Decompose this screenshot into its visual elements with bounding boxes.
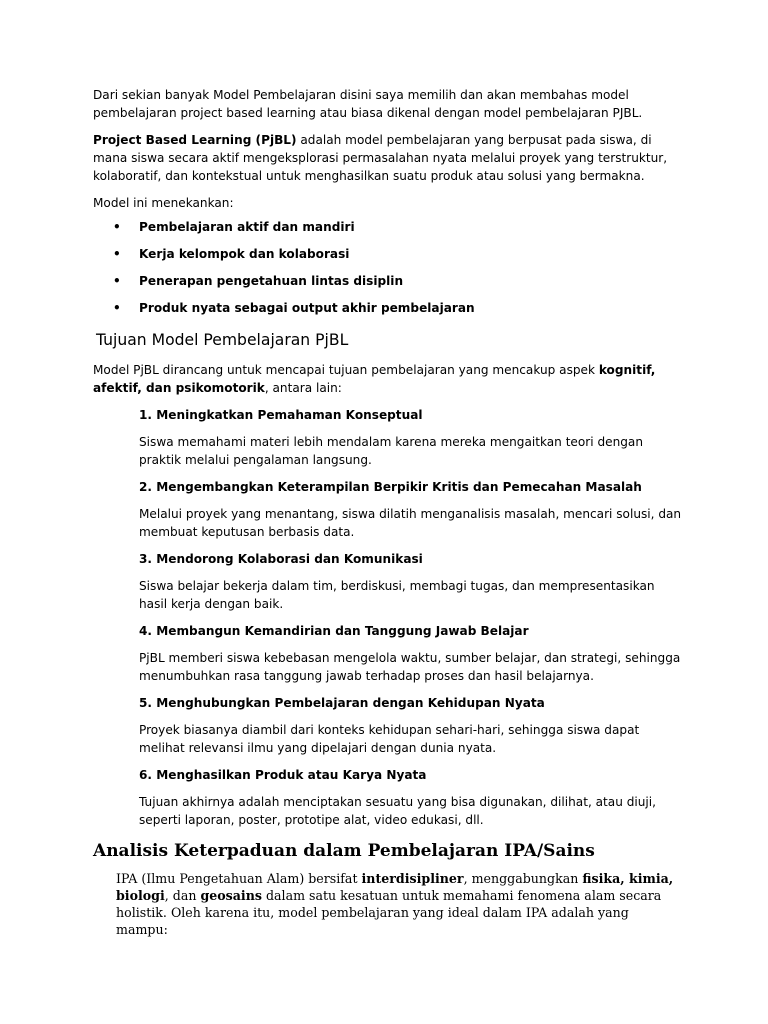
goal-description: Siswa memahami materi lebih mendalam karena mereka mengaitkan teori dengan praktik melalui pengalaman langsung. [139, 435, 643, 467]
goal-title: 1. Meningkatkan Pemahaman Konseptual [139, 408, 423, 422]
goals-list [139, 406, 683, 829]
ipa-paragraph: IPA (Ilmu Pengetahuan Alam) bersifat interdisipliner, menggabungkan fisika, kimia, biologi, dan geosains dalam satu kesatuan untuk memahami fenomena alam secara holistik. Oleh karena itu, model pembelajaran yang ideal dalam IPA adalah yang mampu: [116, 871, 674, 937]
bullet-icon: • [113, 301, 121, 315]
list-item: • Produk nyata sebagai output akhir pembelajaran [113, 301, 475, 315]
goal-description: Tujuan akhirnya adalah menciptakan sesuatu yang bisa digunakan, dilihat, atau diuji, seperti laporan, poster, prototipe alat, video edukasi, dll. [139, 795, 656, 827]
goal-title: 4. Membangun Kemandirian dan Tanggung Jawab Belajar [139, 624, 529, 638]
list-item: • Kerja kelompok dan kolaborasi [113, 247, 350, 261]
tujuan-intro: Model PjBL dirancang untuk mencapai tujuan pembelajaran yang mencakup aspek kognitif, afektif, dan psikomotorik, antara lain: [93, 363, 656, 395]
tujuan-heading: Tujuan Model Pembelajaran PjBL [96, 331, 349, 349]
document-page [93, 86, 683, 938]
analisis-heading: Analisis Keterpaduan dalam Pembelajaran IPA/Sains [93, 841, 595, 861]
bullet-icon: • [113, 274, 121, 288]
pjbl-term: Project Based Learning (PjBL) [93, 133, 297, 147]
goal-description: Proyek biasanya diambil dari konteks kehidupan sehari-hari, sehingga siswa dapat melihat relevansi ilmu yang dipelajari dengan dunia nyata. [139, 723, 640, 755]
list-item: • Pembelajaran aktif dan mandiri [113, 220, 355, 234]
bullet-icon: • [113, 220, 121, 234]
goal-description: Melalui proyek yang menantang, siswa dilatih menganalisis masalah, mencari solusi, dan membuat keputusan berbasis data. [139, 507, 682, 539]
goal-description: PjBL memberi siswa kebebasan mengelola waktu, sumber belajar, dan strategi, sehingga menumbuhkan rasa tanggung jawab terhadap proses dan hasil belajarnya. [139, 651, 681, 683]
pjbl-definition-paragraph [93, 131, 683, 185]
aspects-term: kognitif, afektif, dan psikomotorik [93, 363, 656, 395]
pjbl-definition-text: adalah model pembelajaran yang berpusat pada siswa, di mana siswa secara aktif mengeksplorasi permasalahan nyata melalui proyek yang terstruktur, kolaboratif, dan kontekstual untuk menghasilkan suatu produk atau solusi yang bermakna. [93, 133, 668, 183]
intro-paragraph: Dari sekian banyak Model Pembelajaran disini saya memilih dan akan membahas model pembelajaran project based learning atau biasa dikenal dengan model pembelajaran PJBL. [93, 88, 643, 120]
emphasis-list [93, 218, 683, 326]
goal-title: 5. Menghubungkan Pembelajaran dengan Kehidupan Nyata [139, 696, 545, 710]
list-item: • Penerapan pengetahuan lintas disiplin [113, 274, 404, 288]
emphasis-intro: Model ini menekankan: [93, 196, 234, 210]
goal-description: Siswa belajar bekerja dalam tim, berdiskusi, membagi tugas, dan mempresentasikan hasil kerja dengan baik. [139, 579, 655, 611]
goal-title: 3. Mendorong Kolaborasi dan Komunikasi [139, 552, 423, 566]
goal-title: 6. Menghasilkan Produk atau Karya Nyata [139, 768, 427, 782]
goal-title: 2. Mengembangkan Keterampilan Berpikir Kritis dan Pemecahan Masalah [139, 480, 642, 494]
bullet-icon: • [113, 247, 121, 261]
